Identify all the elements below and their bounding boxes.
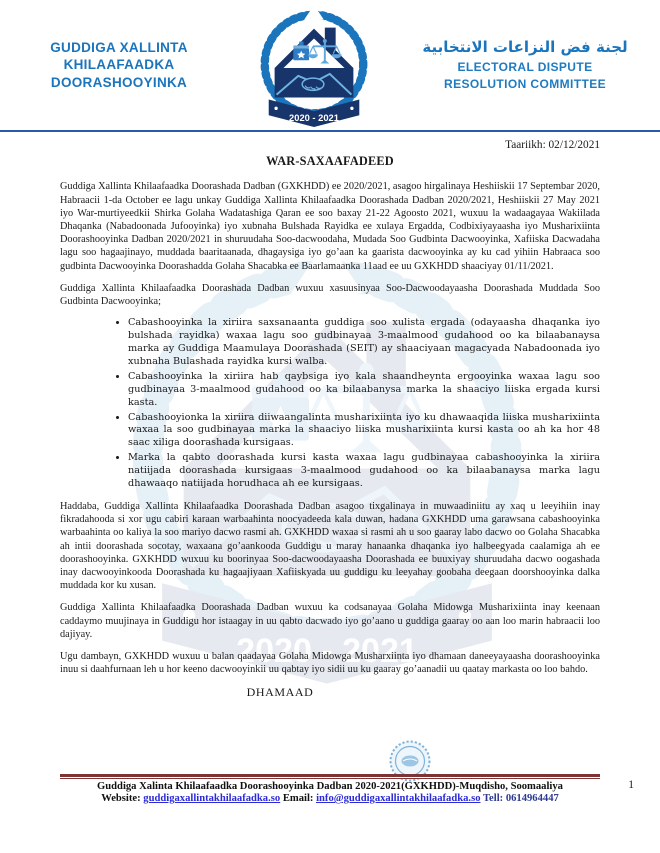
footer [60,774,600,804]
website-link[interactable]: guddigaxallintakhilaafadka.so [143,793,281,804]
website-label: Website: [101,793,141,804]
document-date: Taariikh: 02/12/2021 [505,139,600,151]
bullet-item: • Cabashooyinka la xiriira saxsanaanta guddiga soo xulista ergada (odayaasha dhaqanka iyo bulshada rayidka) waxaa lagu soo gudbinayaa 3-maalmood gudahood oo ka bilaabanaysa marka ay Guddiga Maamulaya Doorashada (SEIT) ay shaaciyaan magacyada Nabadoonada iyo xubnaha Bulashada rayidka kursi walba. [128,317,600,369]
org-name-english [400,59,650,91]
bullet-item: • Marka la qabto doorashada kursi kasta waxaa lagu gudbinayaa cabashooyinka la xiriira natiijada doorashada kursigaas 3-maalmood gudahood oo ka bilaabanaysa marka lagu dhawaaqo natiijada horudhaca ah ee kursigaas. [128,452,600,491]
end-label: DHAMAAD [246,685,314,700]
org-name-line3: DOORASHOOYINKA [50,74,188,90]
email-link[interactable]: info@guddigaxallintakhilaafadka.so [316,793,481,804]
paragraph-intro: Guddiga Xallinta Khilaafaadka Doorashada Dadban (GXKHDD) ee 2020/2021, asagoo hirgalinaya Heshiiskii 17 Septembar 2020, Habraacii 1-da October ee lagu unkay Guddiga Xallinta Khilaafaadka Doorashada Dadban 2020/2021, Heshiiskii 27 May 2021 iyo War-murtiyeedkii Shirka Golaha Wadatashiga Qaran ee soo baxay 21-22 Agoosto 2021, wuxuu la wadaagayaa Wakiilada Dhaqanka (Nabadoonada Jufooyinka) iyo xubnaha Bulshada Rayidka ee xulaya Ergadda, Codbixiyayaasha iyo Musharixiinta Doorashooyinka Dadban 2020/2021 in shuruudaha Soo-dacwoodaha, Mudada Soo Gudbinta Dacwooyinka, Xafiiska Dacwadaha lagu soo hagaajinayo, muddada baaritaanada, dhagaysiga iyo go’aan ka gaarista dacwooyinka ay ku cad yihiin Habraaca soo gudbinta Dacwooyinka Doorashadda Golaha Shacabka ee Baarlamaanka 11aad ee uu GXKHDD shaaciyay 01/11/2021. [60,181,600,272]
committee-logo-icon [232,3,397,131]
document-body [60,135,600,701]
paragraph-reminder: Guddiga Xallinta Khilaafaadka Doorashada Dadban wuxuu xasuusinyaa Soo-Dacwoodayaasha Doorashada Muddada Soo Gudbinta Dacwooyinka; [60,282,600,308]
letterhead [0,0,660,130]
footer-contact-line [60,793,600,804]
paragraph-haddaba: Haddaba, Guddiga Xallinta Khilaafaadka Doorashada Dadban asagoo tixgalinaya in muwaadiniitu ay xaq u leeyihiin inay fikradahooda si xor ugu cabiri karaan warbaahinta noocyadeeda kala duwan, hadana GXKHDD uma garawsana cabashooyinka warbaahinta oo kaliya la soo mariyo dacwo rasmi ah. GXKHDD waxaa si rasmi ah u soo gaaray labo dacwo oo Golaha Shacabka ah intii doorashada socotay, waxaana go’aankooda Guddigu u maray hanaanka dhaqanka iyo halbeegyada caalamiga ah ee doorashooyinka. GXKHDD wuxuu ku boorinyaa Soo-dacwoodayaasha Doorashada ee buuxiyay shuruudaha dacwo oogashada inay dacwooyinkooda Doorashada ku hagaajiyaan Xafiiskyada uu guddigu ku leeyahay goobaha deegaan doorshooyinka dalka muddada kor ku xusan. [60,500,600,592]
bullet-item: • Cabashooyionka la xiriira diiwaangalinta musharixiinta iyo ku dhawaaqida liiska musharixiinta waxaa la soo gudbinayaa marka la shaaciyo liiska musharixiinta kursi kasta oo ah ka hor 48 saac xiliga doorashada kursigaas. [128,412,600,451]
org-name-english-line1: ELECTORAL DISPUTE [457,60,593,75]
org-name-line1: GUDDIGA XALLINTA [50,39,188,55]
footer-divider [60,774,600,779]
paragraph-closing: Ugu dambayn, GXKHDD wuxuu u balan qaadayaa Golaha Midowga Musharxiinta iyo dhamaan daneeyayaasha doorashooyinka inuu si daahfurnaan leh u hor keeno dacwooyinkii uu qabtay iyo sidii uu ku gaaray go’aanadii uu qaatay markasta oo loo bahdo. [60,651,600,676]
header-divider [0,130,660,132]
org-name-arabic: لجنة فض النزاعات الانتخابية [422,38,628,57]
bullet-item: • Cabashooyinka la xiriira hab qaybsiga iyo kala shaandheynta ergooyinka waxaa lagu soo gudbinayaa 3-maalmood gudahood oo ka bilaabanysa marka la shaaciyo liiska ergada kursi kasta. [128,371,600,410]
paragraph-request: Guddiga Xallinta Khilaafaadka Doorashada Dadban wuxuu ka codsanayaa Golaha Midowga Musharixiinta inay keenaan caddaymo muujinaya in Guddigu hor istaagay in uu qabto dacwado iyo go’aano u guddiga gaaray oo aan loo marin habraacii loo dajiyay. [60,602,600,640]
deadline-bullet-list [60,317,600,491]
document-title: WAR-SAXAAFADEED [266,153,394,168]
phone-number: Tell: 0614964447 [482,793,559,804]
footer-org-line: Guddiga Xalinta Khilaafaadka Doorashooyinka Dadban 2020-2021(GXKHDD)-Muqdisho, Soomaaliya [97,781,563,792]
email-label: Email: [282,793,314,804]
page-number: 1 [628,779,634,791]
org-name-english-line2: RESOLUTION COMMITTEE [444,76,606,91]
org-name-international [400,38,650,91]
org-name-somali [10,39,228,92]
org-name-line2: KHILAAFAADKA [63,57,175,73]
